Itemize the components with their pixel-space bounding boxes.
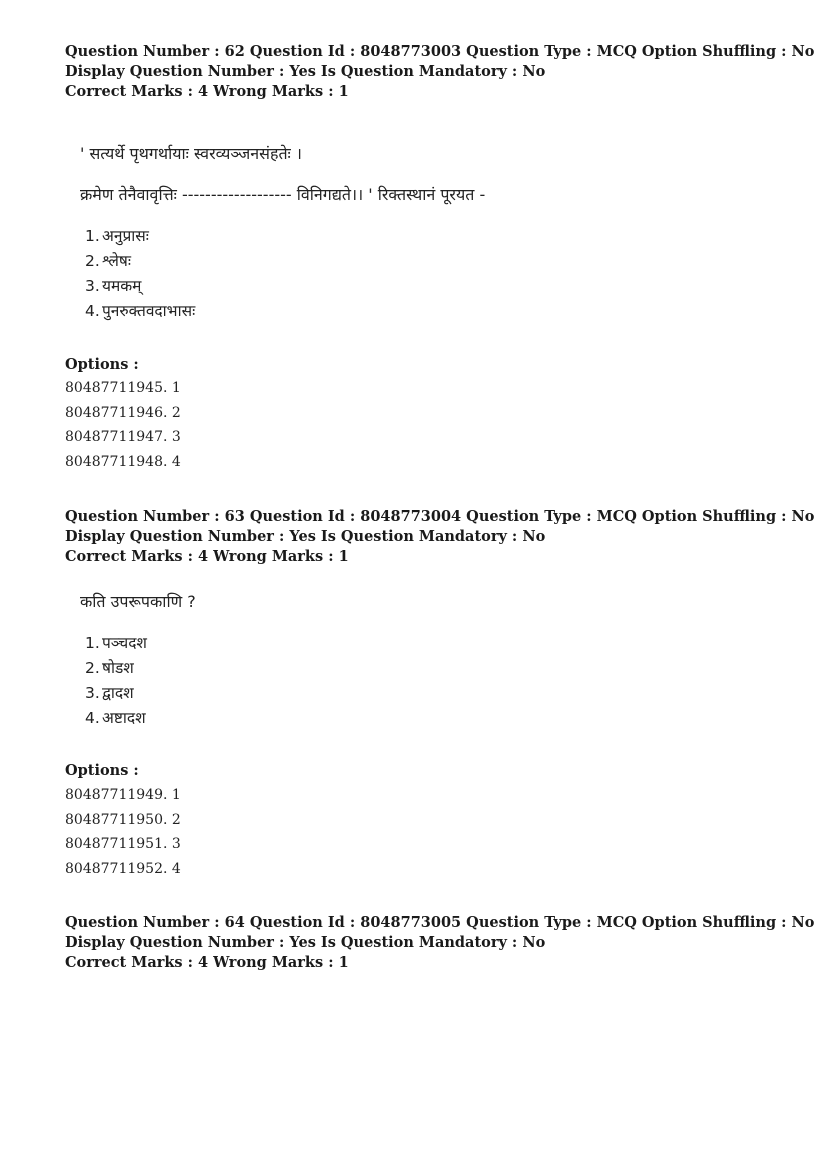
choice-number: 2. <box>85 659 100 677</box>
choice-number: 2. <box>85 252 100 270</box>
choice-item <box>85 224 195 249</box>
choice-number: 1. <box>85 227 100 245</box>
question-62-header <box>65 42 815 102</box>
option-item: 80487711946. 2 <box>65 404 181 421</box>
choice-text: अष्टादश <box>102 709 146 727</box>
option-item: 80487711948. 4 <box>65 453 181 470</box>
choice-item <box>85 681 147 706</box>
option-item: 80487711945. 1 <box>65 380 181 396</box>
choice-item <box>85 706 147 731</box>
choice-text: पुनरुक्तवदाभासः <box>102 302 196 320</box>
question-62-options <box>65 376 181 474</box>
question-marks-line: Correct Marks : 4 Wrong Marks : 1 <box>65 954 349 971</box>
question-62-choices <box>85 224 195 324</box>
choice-item <box>85 631 147 656</box>
choice-text: यमकम् <box>102 277 142 295</box>
choice-item <box>85 299 195 324</box>
choice-text: द्वादश <box>102 684 134 702</box>
option-item: 80487711950. 2 <box>65 811 181 828</box>
question-64-header <box>65 913 815 973</box>
question-marks-line: Correct Marks : 4 Wrong Marks : 1 <box>65 83 349 100</box>
question-63-options <box>65 783 181 881</box>
choice-number: 3. <box>85 684 100 702</box>
question-meta-line: Question Number : 64 Question Id : 8048773005 Question Type : MCQ Option Shuffling : No <box>65 914 815 931</box>
choice-item <box>85 656 147 681</box>
option-item: 80487711951. 3 <box>65 836 181 852</box>
choice-number: 3. <box>85 277 100 295</box>
choice-text: षोडश <box>102 659 134 677</box>
choice-text: अनुप्रासः <box>102 227 149 245</box>
option-item: 80487711947. 3 <box>65 429 181 445</box>
choice-item <box>85 249 195 274</box>
question-63-header <box>65 507 815 567</box>
choice-number: 4. <box>85 302 100 320</box>
question-62-stem-line-2: क्रमेण तेनैवावृत्तिः ------------------- विनिगद्यते।। ' रिक्तस्थानं पूरयत - <box>80 185 486 204</box>
question-63-choices <box>85 631 147 731</box>
choice-number: 4. <box>85 709 100 727</box>
choice-text: पञ्चदश <box>102 634 147 652</box>
question-meta-line: Question Number : 63 Question Id : 8048773004 Question Type : MCQ Option Shuffling : No <box>65 508 815 525</box>
choice-number: 1. <box>85 634 100 652</box>
question-display-line: Display Question Number : Yes Is Question Mandatory : No <box>65 934 546 951</box>
question-marks-line: Correct Marks : 4 Wrong Marks : 1 <box>65 548 349 565</box>
question-62-stem-line-1: ' सत्यर्थे पृथगर्थायाः स्वरव्यञ्जनसंहतेः । <box>80 144 302 163</box>
question-display-line: Display Question Number : Yes Is Question Mandatory : No <box>65 528 546 545</box>
question-63-options-label: Options : <box>65 762 139 779</box>
choice-text: श्लेषः <box>102 252 131 270</box>
option-item: 80487711952. 4 <box>65 860 181 877</box>
question-63-stem-line-1: कति उपरूपकाणि ? <box>80 592 196 611</box>
question-62-options-label: Options : <box>65 356 139 373</box>
question-meta-line: Question Number : 62 Question Id : 8048773003 Question Type : MCQ Option Shuffling : No <box>65 43 815 60</box>
option-item: 80487711949. 1 <box>65 787 181 803</box>
choice-item <box>85 274 195 299</box>
question-display-line: Display Question Number : Yes Is Question Mandatory : No <box>65 63 546 80</box>
